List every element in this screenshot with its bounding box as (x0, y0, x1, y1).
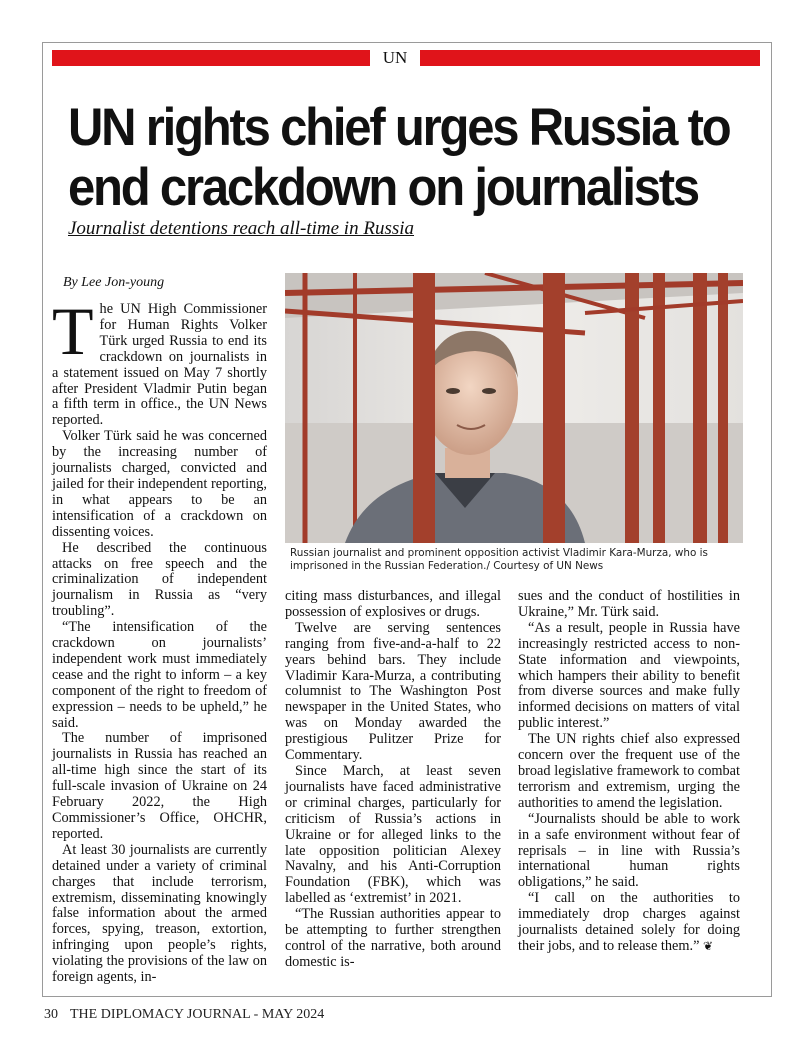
section-bar-right (420, 50, 760, 66)
paragraph: “The intensification of the crackdown on journalists’ independent work must immediately cease and the right to inform – a key component of the right to freedom of expression – needs to be upheld,” he said. (52, 619, 267, 731)
section-tag: UN (382, 48, 408, 67)
paragraph: The UN rights chief also expressed concern over the frequent use of the broad legislative framework to combat terrorism and extremism, urging the authorities to amend the legislation. (518, 731, 740, 811)
section-bar-left (52, 50, 370, 66)
photo-illustration (285, 273, 743, 543)
headline: UN rights chief urges Russia to end crackdown on journalists (68, 99, 730, 217)
article-photo (285, 273, 743, 543)
paragraph: Since March, at least seven journalists have faced administrative or criminal charges, particularly for criticism of Russia’s actions in Ukraine or for alleged links to the late opposition politician Alexey Navalny, and his Anti-Corruption Foundation (FBK), which was labelled as ‘extremist’ in 2021. (285, 762, 501, 907)
paragraph: The UN High Commissioner for Human Rights Volker Türk urged Russia to end its crackdown on journalists in a statement issued on May 7 shortly after President Vladmir Putin began a fifth term in office., the UN News reported. (52, 293, 267, 429)
paragraph: At least 30 journalists are currently detained under a variety of criminal charges that include terrorism, extremism, disseminating knowingly false information about the armed forces, spying, treason, extortion, infringing upon people’s rights, violating the provisions of the law on foreign agents, in- (52, 841, 267, 986)
paragraph: “Journalists should be able to work in a safe environment without fear of reprisals – in line with Russia’s international human rights obligations,” he said. (518, 810, 740, 891)
byline: By Lee Jon-young (63, 275, 165, 290)
subheadline: Journalist detentions reach all-time in Russia (68, 218, 415, 239)
end-mark-icon: ❦ (703, 938, 714, 953)
paragraph: “The Russian authorities appear to be attempting to further strengthen control of the narrative, both around domestic is- (285, 906, 501, 970)
page-number: 30 (44, 1007, 58, 1022)
paragraph: “As a result, people in Russia have increasingly restricted access to non-State information and viewpoints, which hampers their ability to benefit from diverse sources and make fully informed decisions on matters of vital public interest.” (518, 619, 740, 732)
paragraph: The number of imprisoned journalists in Russia has reached an all-time high since the start of its full-scale invasion of Ukraine on 24 February 2022, the High Commissioner’s Office, OHCHR, reported. (52, 730, 267, 842)
publication-name: THE DIPLOMACY JOURNAL - MAY 2024 (70, 1007, 325, 1022)
article-column-1 (52, 293, 267, 986)
article-column-2 (285, 589, 501, 971)
drop-cap: T (52, 293, 94, 369)
paragraph: sues and the conduct of hostilities in Ukraine,” Mr. Türk said. (518, 588, 740, 620)
paragraph: citing mass disturbances, and illegal possession of explosives or drugs. (285, 588, 501, 620)
photo-caption: Russian journalist and prominent opposition activist Vladimir Kara-Murza, who is imprisoned in the Russian Federation./ Courtesy of UN News (290, 547, 708, 572)
paragraph: Twelve are serving sentences ranging from five-and-a-half to 22 years behind bars. They include Vladimir Kara-Murza, a contributing columnist to The Washington Post newspaper in the United States, who was on Monday awarded the prestigious Pulitzer Prize for Commentary. (285, 619, 501, 764)
article-column-3 (518, 589, 740, 955)
paragraph: Volker Türk said he was concerned by the increasing number of journalists charged, convicted and jailed for their independent reporting, in what appears to be an intensification of a crackdown on dissenting voices. (52, 428, 267, 540)
paragraph: He described the continuous attacks on free speech and the criminalization of independent journalism in Russia as “very troubling”. (52, 539, 267, 620)
page-footer (44, 1007, 324, 1023)
paragraph: “I call on the authorities to immediately drop charges against journalists detained solely for doing their jobs, and to release them.” ❦ (518, 890, 740, 954)
